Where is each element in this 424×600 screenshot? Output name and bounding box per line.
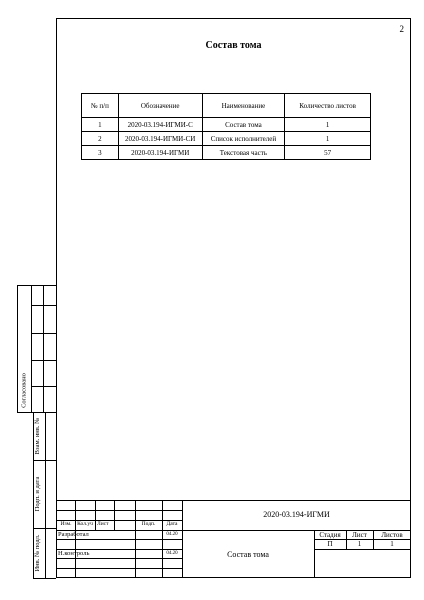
document-code: 2020-03.194-ИГМИ bbox=[263, 510, 330, 519]
col-header-date: Дата bbox=[166, 521, 178, 527]
table-cell: 1 bbox=[285, 118, 371, 132]
col-header-sheet: Лист bbox=[97, 521, 109, 527]
col-header-signature: Подп. bbox=[141, 521, 156, 527]
stage-header: Стадия bbox=[319, 531, 341, 539]
page-title: Состав тома bbox=[205, 40, 262, 51]
table-cell: 2020-03.194-ИГМИ-С bbox=[118, 118, 202, 132]
table-row bbox=[82, 146, 371, 160]
table-cell: 2020-03.194-ИГМИ-СИ bbox=[118, 132, 202, 146]
stage-value: П bbox=[327, 540, 333, 548]
col-header-quantity: Кол.уч bbox=[77, 521, 93, 527]
header-cell: № п/п bbox=[82, 94, 119, 118]
table-row bbox=[82, 132, 371, 146]
header-cell: Обозначение bbox=[118, 94, 202, 118]
header-cell: Наименование bbox=[202, 94, 285, 118]
table-cell: 3 bbox=[82, 146, 119, 160]
developed-label: Разработал bbox=[58, 531, 89, 538]
sheets-value: 1 bbox=[390, 540, 394, 548]
table-cell: Список исполнителей bbox=[202, 132, 285, 146]
agreed-label: Согласовано bbox=[20, 373, 28, 408]
sheets-header: Листов bbox=[381, 531, 403, 539]
table-cell: 1 bbox=[82, 118, 119, 132]
header-cell: Количество листов bbox=[285, 94, 371, 118]
table-cell: 2 bbox=[82, 132, 119, 146]
table-cell: 1 bbox=[285, 132, 371, 146]
table-cell: Состав тома bbox=[202, 118, 285, 132]
document-title: Состав тома bbox=[227, 550, 269, 559]
table-cell: 57 bbox=[285, 146, 371, 160]
signature-date-label: Подп. и дата bbox=[34, 476, 41, 512]
table-row bbox=[82, 118, 371, 132]
norm-control-label: Н.контроль bbox=[58, 550, 90, 557]
table-header-row bbox=[82, 94, 371, 118]
sheet-value: 1 bbox=[357, 540, 362, 548]
sheet-header: Лист bbox=[352, 531, 367, 539]
page-number: 2 bbox=[399, 24, 404, 34]
replaced-inventory-label: Взам. инв. № bbox=[34, 417, 41, 455]
table-cell: 2020-03.194-ИГМИ bbox=[118, 146, 202, 160]
table-cell: Текстовая часть bbox=[202, 146, 285, 160]
col-header-change: Изм. bbox=[60, 521, 72, 527]
developed-date: 04.20 bbox=[166, 532, 178, 537]
col-header-document bbox=[114, 521, 135, 527]
original-inventory-label: Инв. № подл. bbox=[34, 534, 41, 572]
contents-table bbox=[81, 93, 371, 160]
norm-control-date: 04.20 bbox=[166, 551, 178, 556]
